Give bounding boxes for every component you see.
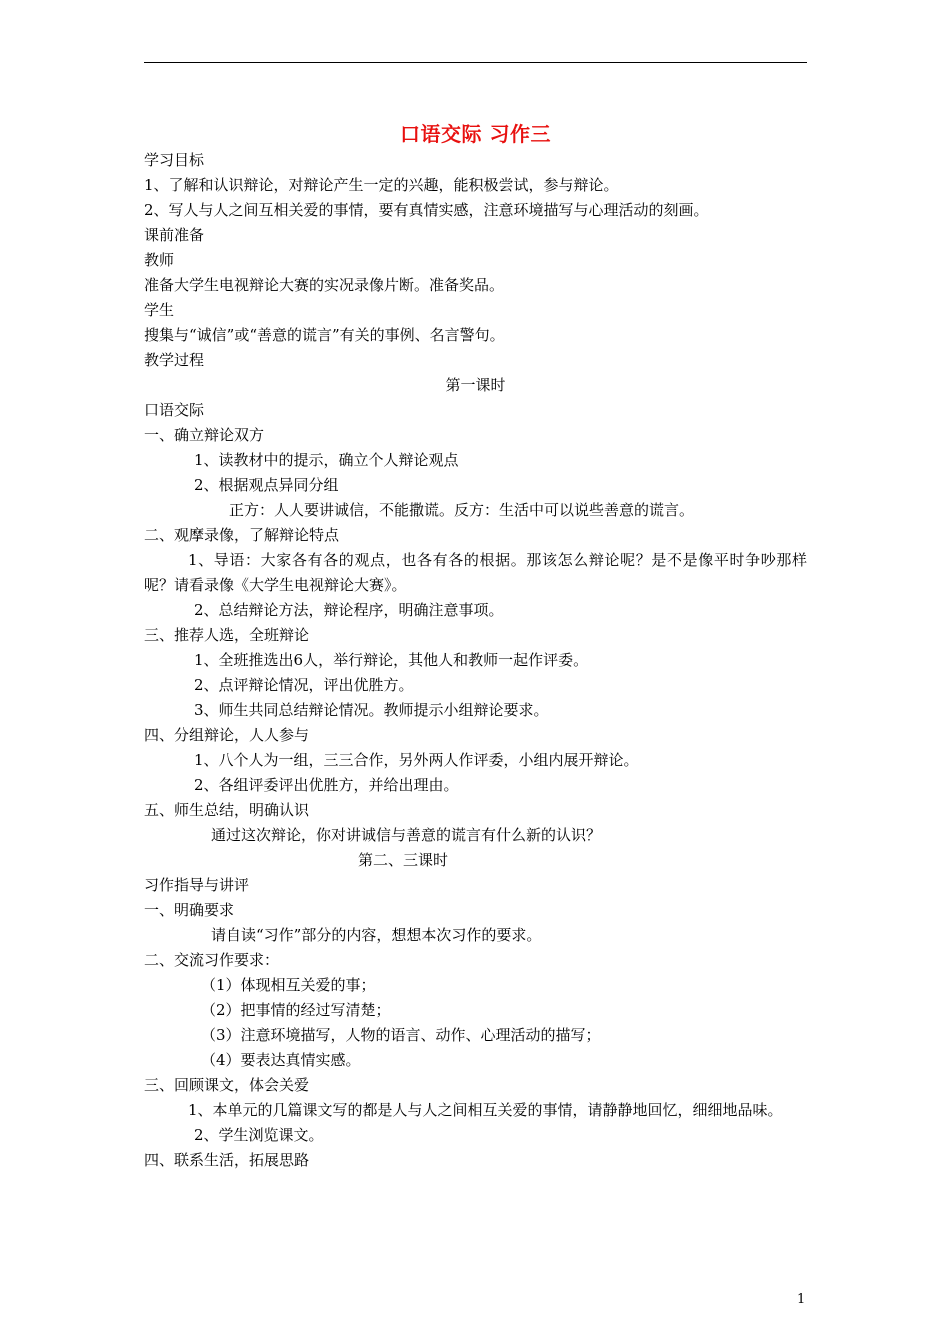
s3-heading: 三、推荐人选，全班辩论 xyxy=(144,626,310,644)
w2-heading: 二、交流习作要求： xyxy=(144,951,280,969)
s4-item2: 2、各组评委评出优胜方，并给出理由。 xyxy=(194,776,459,794)
w2-item2: （2）把事情的经过写清楚； xyxy=(201,1001,391,1019)
prep-heading: 课前准备 xyxy=(144,226,205,244)
w1-heading: 一、明确要求 xyxy=(144,901,235,919)
lesson1-heading: 第一课时 xyxy=(445,376,506,394)
s1-item2: 2、根据观点异同分组 xyxy=(194,476,339,494)
header-rule xyxy=(144,62,807,63)
s3-item1: 1、全班推选出6人，举行辩论，其他人和教师一起作评委。 xyxy=(194,651,589,669)
objective-2: 2、写人与人之间互相关爱的事情，要有真情实感，注意环境描写与心理活动的刻画。 xyxy=(144,201,709,219)
lesson23-heading: 第二、三课时 xyxy=(358,851,449,869)
s5-heading: 五、师生总结，明确认识 xyxy=(144,801,310,819)
objectives-heading: 学习目标 xyxy=(144,151,205,169)
w2-item3: （3）注意环境描写，人物的语言、动作、心理活动的描写； xyxy=(201,1026,601,1044)
student-prep: 搜集与“诚信”或“善意的谎言”有关的事例、名言警句。 xyxy=(144,326,505,344)
w1-text: 请自读“习作”部分的内容，想想本次习作的要求。 xyxy=(211,926,542,944)
s3-item3: 3、师生共同总结辩论情况。教师提示小组辩论要求。 xyxy=(194,701,549,719)
w3-item2: 2、学生浏览课文。 xyxy=(194,1126,324,1144)
document-body xyxy=(144,120,807,1173)
s1-heading: 一、确立辩论双方 xyxy=(144,426,265,444)
w4-heading: 四、联系生活，拓展思路 xyxy=(144,1151,310,1169)
s2-item1: 1、导语：大家各有各的观点，也各有各的根据。那该怎么辩论呢？是不是像平时争吵那样呢？请看录像《大学生电视辩论大赛》。 xyxy=(144,551,807,594)
document-title: 口语交际 习作三 xyxy=(400,122,551,146)
s5-text: 通过这次辩论，你对讲诚信与善意的谎言有什么新的认识？ xyxy=(211,826,602,844)
s2-heading: 二、观摩录像，了解辩论特点 xyxy=(144,526,340,544)
page-number: 1 xyxy=(797,1292,806,1307)
s2-item2: 2、总结辩论方法，辩论程序，明确注意事项。 xyxy=(194,601,504,619)
teacher-heading: 教师 xyxy=(144,251,175,269)
objective-1: 1、了解和认识辩论，对辩论产生一定的兴趣，能积极尝试，参与辩论。 xyxy=(144,176,619,194)
oral-heading: 口语交际 xyxy=(144,401,205,419)
w3-item1: 1、本单元的几篇课文写的都是人与人之间相互关爱的事情，请静静地回忆，细细地品味。 xyxy=(188,1101,783,1119)
s4-item1: 1、八个人为一组，三三合作，另外两人作评委，小组内展开辩论。 xyxy=(194,751,639,769)
student-heading: 学生 xyxy=(144,301,175,319)
w2-item4: （4）要表达真情实感。 xyxy=(201,1051,361,1069)
s1-item1: 1、读教材中的提示，确立个人辩论观点 xyxy=(194,451,459,469)
s3-item2: 2、点评辩论情况，评出优胜方。 xyxy=(194,676,414,694)
writing-heading: 习作指导与讲评 xyxy=(144,876,250,894)
w3-heading: 三、回顾课文，体会关爱 xyxy=(144,1076,310,1094)
teacher-prep: 准备大学生电视辩论大赛的实况录像片断。准备奖品。 xyxy=(144,276,505,294)
s4-heading: 四、分组辩论，人人参与 xyxy=(144,726,310,744)
w2-item1: （1）体现相互关爱的事； xyxy=(201,976,376,994)
s1-sides: 正方：人人要讲诚信，不能撒谎。反方：生活中可以说些善意的谎言。 xyxy=(229,501,695,519)
process-heading: 教学过程 xyxy=(144,351,205,369)
